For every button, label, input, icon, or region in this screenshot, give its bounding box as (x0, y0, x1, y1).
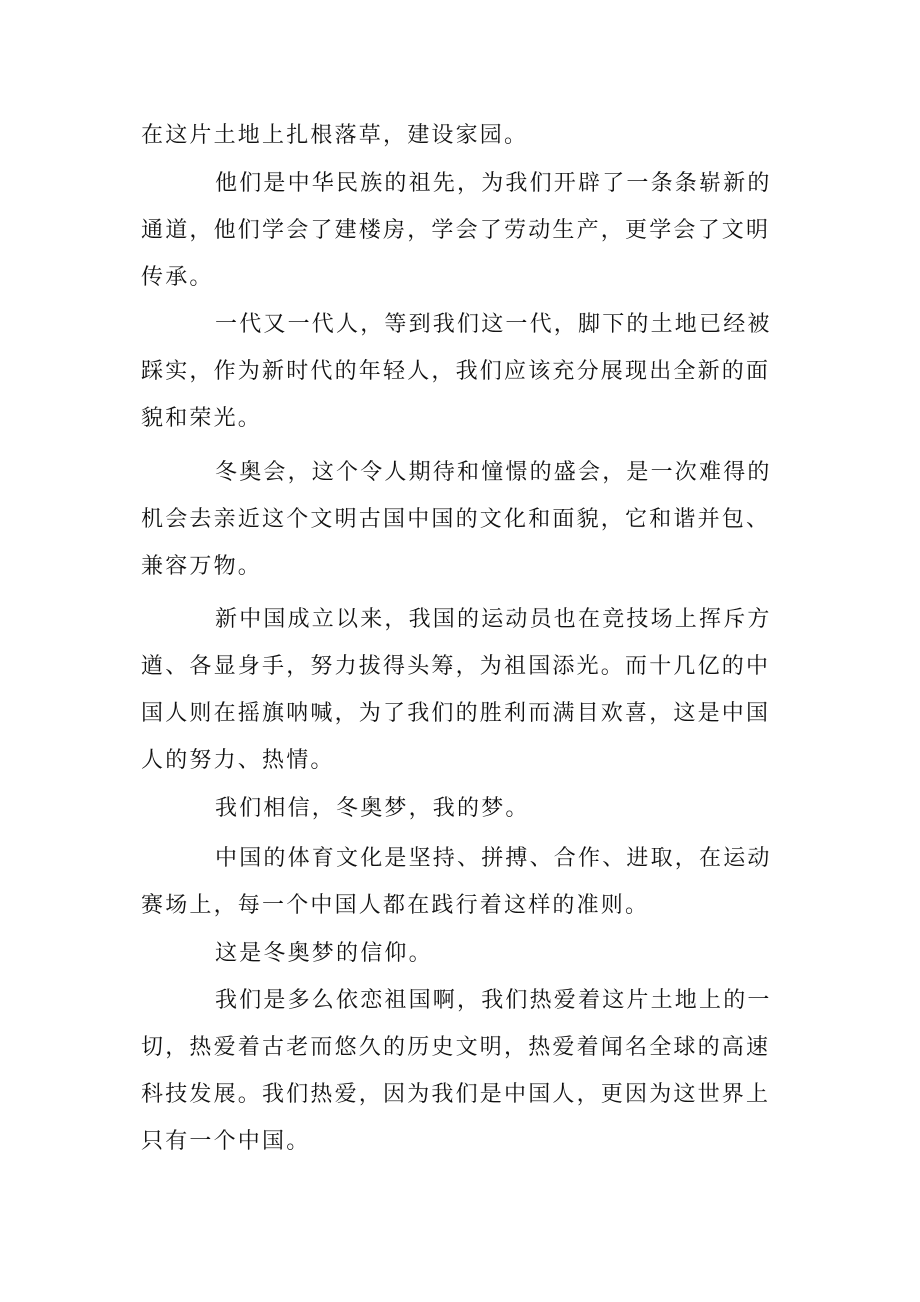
text-line: 国人则在摇旗呐喊，为了我们的胜利而满目欢喜，这是中国 (141, 701, 771, 726)
text-line: 踩实，作为新时代的年轻人，我们应该充分展现出全新的面 (141, 359, 771, 384)
text-line: 中国的体育文化是坚持、拼搏、合作、进取，在运动 (215, 846, 772, 871)
text-line: 冬奥会，这个令人期待和憧憬的盛会，是一次难得的 (215, 460, 772, 485)
text-line: 这是冬奥梦的信仰。 (215, 941, 433, 966)
text-line: 切，热爱着古老而悠久的历史文明，热爱着闻名全球的高速 (141, 1035, 771, 1060)
text-line: 机会去亲近这个文明古国中国的文化和面貌，它和谐并包、 (141, 507, 771, 532)
text-line: 赛场上，每一个中国人都在践行着这样的准则。 (141, 893, 650, 918)
text-line: 我们是多么依恋祖国啊，我们热爱着这片土地上的一 (215, 988, 772, 1013)
text-line: 貌和荣光。 (141, 406, 263, 431)
paragraph-6 (141, 785, 801, 832)
text-line: 一代又一代人，等到我们这一代，脚下的土地已经被 (215, 312, 772, 337)
text-line: 通道，他们学会了建楼房，学会了劳动生产，更学会了文明 (141, 218, 771, 243)
paragraph-8 (141, 930, 801, 977)
paragraph-4 (141, 449, 801, 590)
text-line: 遒、各显身手，努力拔得头筹，为祖国添光。而十几亿的中 (141, 654, 771, 679)
text-line: 只有一个中国。 (141, 1129, 311, 1154)
text-line: 人的努力、热情。 (141, 748, 335, 773)
paragraph-3 (141, 301, 801, 442)
paragraph-5 (141, 596, 801, 784)
text-line: 在这片土地上扎根落草，建设家园。 (141, 123, 529, 148)
text-line: 兼容万物。 (141, 554, 263, 579)
paragraph-2 (141, 160, 801, 301)
text-line: 科技发展。我们热爱，因为我们是中国人，更因为这世界上 (141, 1082, 771, 1107)
paragraph-9 (141, 977, 801, 1165)
text-line: 传承。 (141, 265, 214, 290)
text-line: 他们是中华民族的祖先，为我们开辟了一条条崭新的 (215, 171, 772, 196)
paragraph-1 (141, 112, 801, 159)
paragraph-7 (141, 835, 801, 929)
text-line: 我们相信，冬奥梦，我的梦。 (215, 796, 530, 821)
text-line: 新中国成立以来，我国的运动员也在竞技场上挥斥方 (215, 607, 772, 632)
